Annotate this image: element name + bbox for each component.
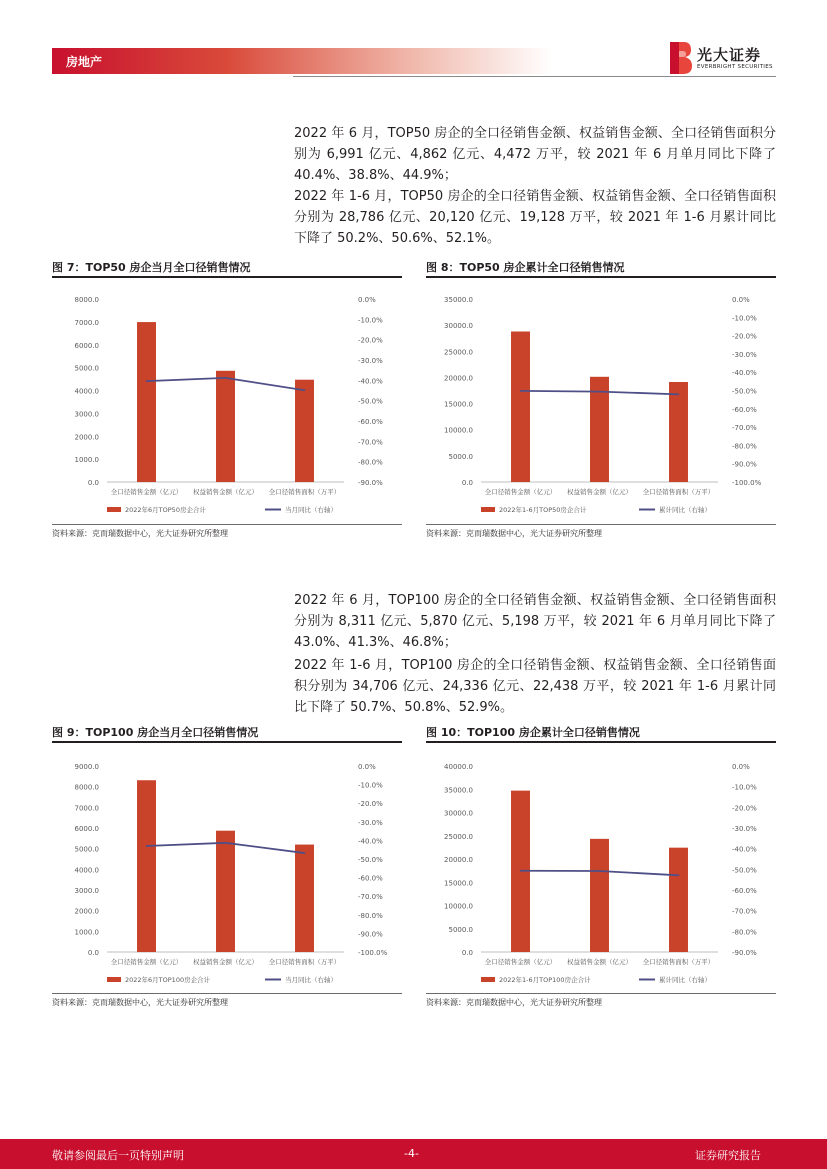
category-label: 权益销售金额（亿元）	[567, 488, 632, 496]
category-label: 全口径销售面积（万平）	[268, 958, 341, 966]
brand-logo-icon	[670, 42, 692, 74]
y2-tick-label: -70.0%	[732, 907, 757, 916]
footer-page-number: -4-	[404, 1147, 419, 1160]
y2-tick-label: -80.0%	[358, 458, 383, 467]
y2-tick-label: -80.0%	[732, 442, 757, 451]
y2-tick-label: -10.0%	[358, 781, 383, 790]
figure-8-title: 图 8：TOP50 房企累计全口径销售情况	[426, 261, 625, 274]
yoy-point-3	[304, 852, 306, 854]
y-tick-label: 1000.0	[74, 456, 99, 465]
y-tick-label: 5000.0	[448, 925, 473, 934]
category-label: 全口径销售面积（万平）	[268, 488, 341, 496]
legend-bar-swatch	[107, 507, 121, 512]
bar-2	[216, 371, 235, 482]
y-tick-label: 25000.0	[444, 348, 473, 357]
y2-tick-label: -30.0%	[732, 350, 757, 359]
y-tick-label: 15000.0	[444, 400, 473, 409]
y-tick-label: 4000.0	[74, 866, 99, 875]
y2-tick-label: -90.0%	[358, 479, 383, 487]
y-tick-label: 5000.0	[74, 845, 99, 854]
y2-tick-label: -50.0%	[358, 856, 383, 864]
yoy-point-3	[304, 389, 306, 391]
y2-tick-label: -60.0%	[732, 405, 757, 414]
footer-report-type: 证券研究报告	[695, 1149, 761, 1162]
yoy-point-1	[520, 390, 522, 392]
figure-10-source-rule	[426, 993, 776, 994]
bar-3	[295, 845, 314, 952]
y-tick-label: 1000.0	[74, 928, 99, 937]
y2-tick-label: -20.0%	[358, 800, 383, 809]
figure-10-title: 图 10：TOP100 房企累计全口径销售情况	[426, 726, 640, 739]
y-tick-label: 7000.0	[74, 318, 99, 327]
y2-tick-label: -20.0%	[732, 804, 757, 813]
y-tick-label: 8000.0	[74, 296, 99, 304]
figure-9-source-rule	[52, 993, 402, 994]
figure-9-title: 图 9：TOP100 房企当月全口径销售情况	[52, 726, 259, 739]
figure-10-rule	[426, 741, 776, 743]
y-tick-label: 8000.0	[74, 783, 99, 792]
y-tick-label: 35000.0	[444, 786, 473, 795]
yoy-point-2	[225, 377, 227, 379]
figure-10-chart	[426, 752, 776, 990]
y2-tick-label: -70.0%	[358, 893, 383, 902]
y-tick-label: 0.0	[461, 949, 473, 957]
y2-tick-label: -20.0%	[358, 336, 383, 345]
y2-tick-label: -50.0%	[732, 387, 757, 396]
y-tick-label: 0.0	[87, 949, 99, 957]
y-tick-label: 7000.0	[74, 804, 99, 813]
y2-tick-label: -100.0%	[358, 949, 388, 957]
figure-7-source: 资料来源：克而瑞数据中心，光大证券研究所整理	[52, 529, 228, 538]
figure-9-chart	[52, 752, 402, 990]
bar-3	[295, 380, 314, 482]
y2-tick-label: -10.0%	[732, 314, 757, 323]
category-label: 权益销售金额（亿元）	[567, 958, 632, 966]
legend-bar-label: 2022年1-6月TOP100房企合计	[499, 976, 591, 984]
y-tick-label: 0.0	[87, 479, 99, 487]
yoy-point-2	[599, 870, 601, 872]
y-tick-label: 2000.0	[74, 907, 99, 916]
y2-tick-label: 0.0%	[358, 296, 376, 304]
yoy-point-1	[520, 870, 522, 872]
header-rule	[293, 76, 776, 77]
y2-tick-label: -40.0%	[358, 837, 383, 846]
y-tick-label: 6000.0	[74, 341, 99, 350]
y2-tick-label: -50.0%	[732, 866, 757, 875]
legend-bar-swatch	[481, 977, 495, 982]
category-label: 全口径销售金额（亿元）	[484, 958, 557, 966]
y2-tick-label: 0.0%	[732, 763, 750, 771]
y-tick-label: 40000.0	[444, 763, 473, 771]
y-tick-label: 20000.0	[444, 374, 473, 383]
y-tick-label: 10000.0	[444, 426, 473, 435]
legend-bar-swatch	[107, 977, 121, 982]
yoy-point-2	[225, 842, 227, 844]
category-label: 全口径销售金额（亿元）	[484, 488, 557, 496]
y-tick-label: 25000.0	[444, 832, 473, 841]
category-label: 全口径销售金额（亿元）	[110, 958, 183, 966]
y2-tick-label: -90.0%	[732, 460, 757, 469]
legend-line-label: 当月同比（右轴）	[285, 506, 337, 514]
bar-3	[669, 848, 688, 952]
bar-1	[511, 331, 530, 482]
brand-name-en: EVERBRIGHT SECURITIES	[697, 64, 773, 70]
bar-1	[137, 780, 156, 952]
figure-7-source-rule	[52, 524, 402, 525]
category-label: 全口径销售面积（万平）	[642, 958, 715, 966]
y2-tick-label: -70.0%	[358, 438, 383, 447]
figure-7-chart	[52, 285, 402, 520]
y2-tick-label: -60.0%	[358, 418, 383, 426]
y2-tick-label: -90.0%	[732, 949, 757, 957]
yoy-point-3	[678, 875, 680, 877]
y-tick-label: 15000.0	[444, 879, 473, 888]
category-label: 权益销售金额（亿元）	[193, 488, 258, 496]
y2-tick-label: -20.0%	[732, 332, 757, 341]
footer-bar	[0, 1139, 827, 1169]
figure-8-rule	[426, 276, 776, 278]
y2-tick-label: -70.0%	[732, 424, 757, 433]
legend-bar-label: 2022年1-6月TOP50房企合计	[499, 506, 587, 514]
y2-tick-label: -10.0%	[358, 316, 383, 325]
y-tick-label: 9000.0	[74, 763, 99, 771]
bar-2	[590, 839, 609, 952]
brand-name-cn: 光大证券	[697, 46, 762, 64]
y-tick-label: 30000.0	[444, 809, 473, 818]
y2-tick-label: -80.0%	[732, 928, 757, 937]
bar-3	[669, 382, 688, 482]
footer-disclaimer-link[interactable]: 敬请参阅最后一页特别声明	[52, 1149, 184, 1162]
figure-8-source: 资料来源：克而瑞数据中心，光大证券研究所整理	[426, 529, 602, 538]
y-tick-label: 20000.0	[444, 856, 473, 864]
y-tick-label: 2000.0	[74, 433, 99, 442]
yoy-point-3	[678, 394, 680, 396]
legend-bar-swatch	[481, 507, 495, 512]
yoy-point-2	[599, 391, 601, 393]
legend-line-label: 当月同比（右轴）	[285, 976, 337, 984]
figure-8-source-rule	[426, 524, 776, 525]
y2-tick-label: -40.0%	[732, 845, 757, 854]
y2-tick-label: 0.0%	[358, 763, 376, 771]
figure-7-rule	[52, 276, 402, 278]
y2-tick-label: -60.0%	[358, 874, 383, 883]
y2-tick-label: -30.0%	[358, 357, 383, 365]
bar-2	[216, 831, 235, 952]
y2-tick-label: -30.0%	[358, 818, 383, 827]
figure-9-source: 资料来源：克而瑞数据中心，光大证券研究所整理	[52, 998, 228, 1007]
figure-7-title: 图 7：TOP50 房企当月全口径销售情况	[52, 261, 251, 274]
y-tick-label: 5000.0	[74, 364, 99, 373]
paragraph-top100-cumulative: 2022 年 1-6 月，TOP100 房企的全口径销售金额、权益销售金额、全口径销售面积分别为 34,706 亿元、24,336 亿元、22,438 万平，较 2021 年 1-6 月累计同比下降了 50.7%、50.8%、52.9%。	[294, 658, 776, 715]
figure-8-chart	[426, 285, 776, 520]
category-label: 全口径销售金额（亿元）	[110, 488, 183, 496]
y-tick-label: 6000.0	[74, 825, 99, 833]
y2-tick-label: -100.0%	[732, 479, 762, 487]
legend-bar-label: 2022年6月TOP50房企合计	[125, 506, 206, 514]
y-tick-label: 35000.0	[444, 296, 473, 304]
legend-line-label: 累计同比（右轴）	[659, 506, 711, 514]
y2-tick-label: -10.0%	[732, 783, 757, 792]
yoy-point-1	[146, 380, 148, 382]
brand-logo	[670, 42, 780, 76]
paragraph-top50-monthly: 2022 年 6 月，TOP50 房企的全口径销售金额、权益销售金额、全口径销售面积分别为 6,991 亿元、4,862 亿元、4,472 万平，较 2021 年 6 月单月同比下降了 40.4%、38.8%、44.9%；	[294, 126, 776, 183]
paragraph-top100-monthly: 2022 年 6 月，TOP100 房企的全口径销售金额、权益销售金额、全口径销售面积分别为 8,311 亿元、5,870 亿元、5,198 万平，较 2021 年 6 月单月同比下降了 43.0%、41.3%、46.8%；	[294, 593, 776, 650]
y2-tick-label: -40.0%	[732, 369, 757, 378]
y2-tick-label: -30.0%	[732, 825, 757, 833]
legend-line-label: 累计同比（右轴）	[659, 976, 711, 984]
y2-tick-label: -60.0%	[732, 887, 757, 895]
y-tick-label: 3000.0	[74, 887, 99, 895]
y-tick-label: 4000.0	[74, 387, 99, 396]
y2-tick-label: -40.0%	[358, 377, 383, 386]
figure-9-rule	[52, 741, 402, 743]
category-label: 全口径销售面积（万平）	[642, 488, 715, 496]
figure-10-source: 资料来源：克而瑞数据中心，光大证券研究所整理	[426, 998, 602, 1007]
y-tick-label: 10000.0	[444, 902, 473, 911]
paragraph-top50-cumulative: 2022 年 1-6 月，TOP50 房企的全口径销售金额、权益销售金额、全口径销售面积分别为 28,786 亿元、20,120 亿元、19,128 万平，较 2021 年 1-6 月累计同比下降了 50.2%、50.6%、52.1%。	[294, 189, 776, 246]
yoy-point-1	[146, 845, 148, 847]
y-tick-label: 0.0	[461, 479, 473, 487]
bar-1	[137, 322, 156, 482]
header-section-label: 房地产	[66, 55, 103, 69]
y-tick-label: 3000.0	[74, 410, 99, 419]
y2-tick-label: -90.0%	[358, 930, 383, 939]
y2-tick-label: 0.0%	[732, 296, 750, 304]
header-section-band	[52, 48, 552, 74]
y-tick-label: 5000.0	[448, 452, 473, 461]
category-label: 权益销售金额（亿元）	[193, 958, 258, 966]
legend-bar-label: 2022年6月TOP100房企合计	[125, 976, 211, 984]
y2-tick-label: -50.0%	[358, 397, 383, 406]
y-tick-label: 30000.0	[444, 322, 473, 331]
y2-tick-label: -80.0%	[358, 911, 383, 920]
